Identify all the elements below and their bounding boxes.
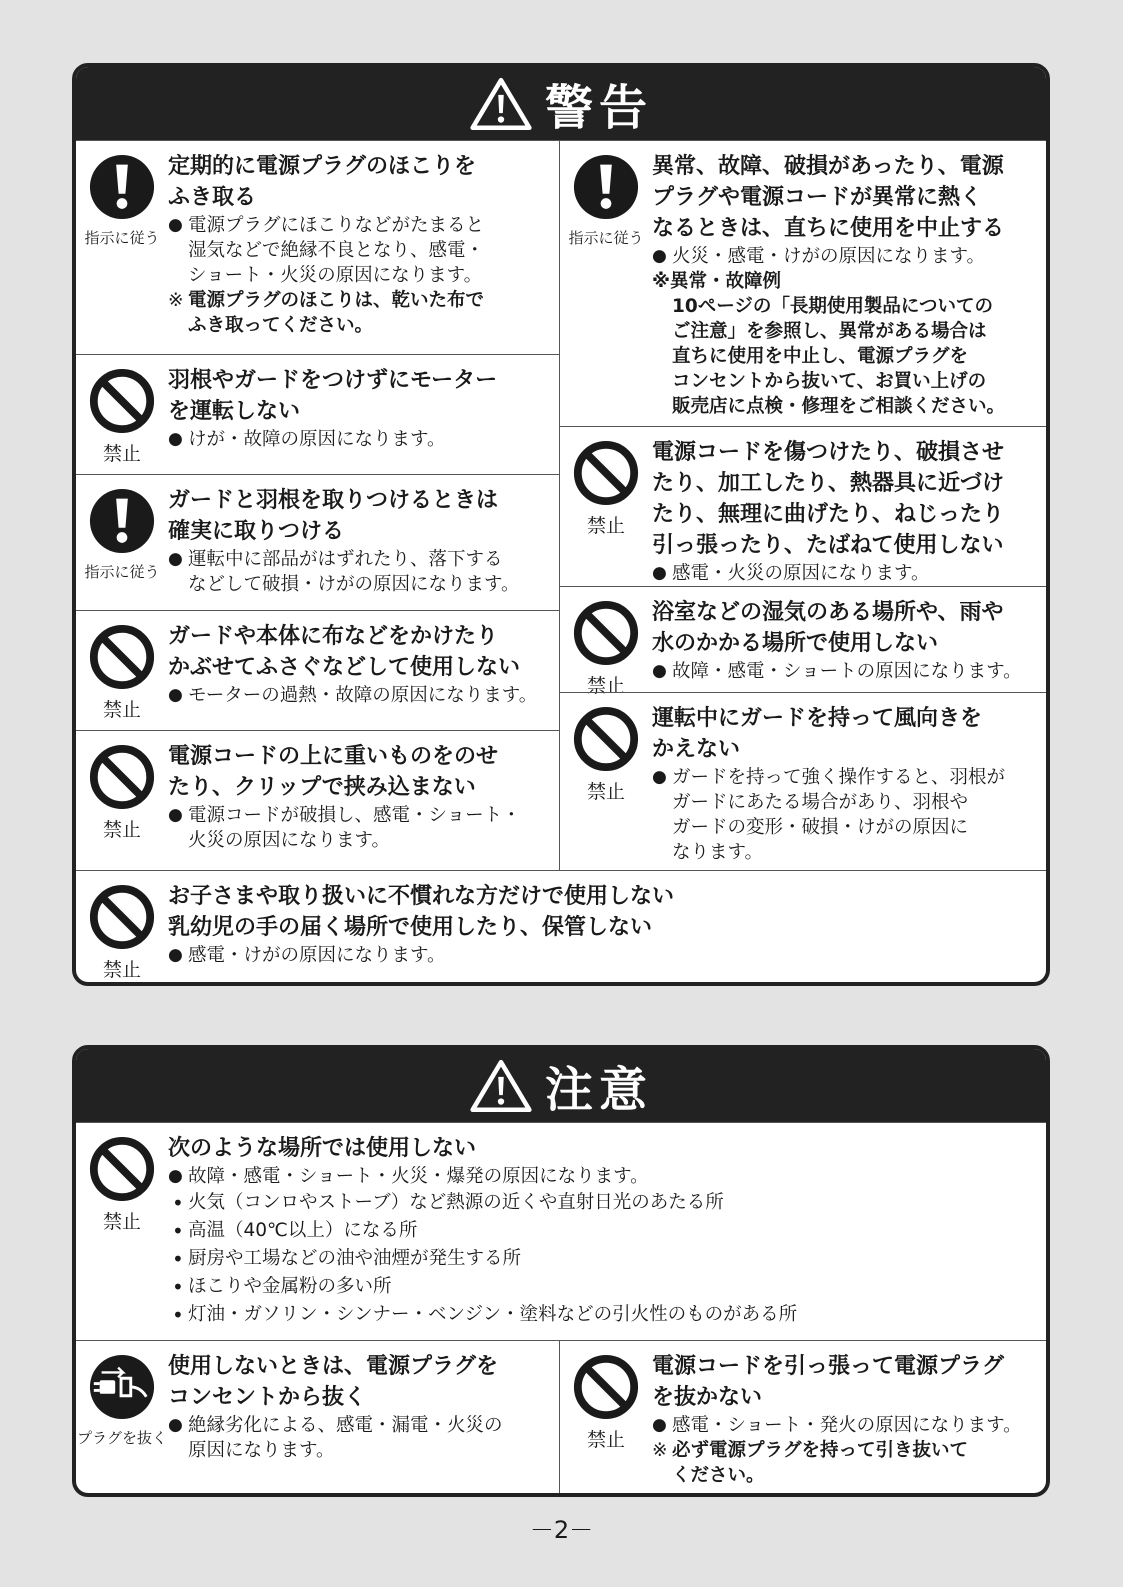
icon-label: 禁止 bbox=[102, 443, 141, 465]
warning-item-9 bbox=[560, 692, 1046, 870]
mandatory-icon bbox=[88, 487, 156, 555]
caution-grid bbox=[76, 1122, 1046, 1497]
item-bullet: ● 故障・感電・ショートの原因になります。 bbox=[652, 659, 1040, 684]
warning-item-8 bbox=[560, 586, 1046, 697]
note-body: 10ページの「長期使用製品についての ご注意」を参照し、異常がある場合は 直ちに使用を中止し、電源プラグを コンセントから抜いて、お買い上げの 販売店に点検・修理をご相談ください。 bbox=[672, 296, 1006, 417]
warning-panel bbox=[72, 63, 1050, 986]
icon-label: 指示に従う bbox=[84, 229, 160, 247]
prohibition-icon bbox=[572, 599, 640, 667]
prohibition-icon bbox=[572, 439, 640, 507]
item-heading: 浴室などの湿気のある場所や、雨や 水のかかる場所で使用しない bbox=[652, 600, 1004, 656]
warning-header bbox=[76, 67, 1046, 140]
item-heading: 定期的に電源プラグのほこりを ふき取る bbox=[168, 154, 477, 210]
warning-item-4 bbox=[76, 610, 560, 730]
icon-label: 禁止 bbox=[102, 1211, 141, 1233]
caution-title: 注意 bbox=[544, 1062, 653, 1118]
prohibition-icon bbox=[88, 883, 156, 951]
warning-grid bbox=[76, 140, 1046, 986]
caution-item-1 bbox=[76, 1122, 1046, 1340]
warning-item-2 bbox=[76, 354, 560, 474]
warning-item-3 bbox=[76, 474, 560, 610]
icon-label: 禁止 bbox=[102, 699, 141, 721]
icon-label: プラグを抜く bbox=[77, 1429, 168, 1447]
icon-label: 禁止 bbox=[586, 1429, 625, 1451]
mandatory-icon bbox=[572, 153, 640, 221]
item-bullet: ● 感電・ショート・発火の原因になります。 bbox=[652, 1413, 1040, 1438]
item-bullet: ● 感電・火災の原因になります。 bbox=[652, 561, 1040, 586]
note-title: ※異常・故障例 bbox=[652, 271, 781, 292]
warning-item-6 bbox=[560, 140, 1046, 426]
icon-label: 禁止 bbox=[586, 515, 625, 537]
icon-label: 禁止 bbox=[102, 819, 141, 841]
item-heading: 次のような場所では使用しない bbox=[168, 1136, 477, 1161]
item-heading: 異常、故障、破損があったり、電源 プラグや電源コードが異常に熱く なるときは、直ちに使用を中止する bbox=[652, 154, 1005, 241]
caution-header bbox=[76, 1049, 1046, 1122]
item-heading: ガードと羽根を取りつけるときは 確実に取りつける bbox=[168, 488, 499, 544]
prohibition-icon bbox=[88, 1135, 156, 1203]
item-note: ※ 電源プラグのほこりは、乾いた布で ふき取ってください。 bbox=[168, 288, 553, 338]
mandatory-icon bbox=[88, 153, 156, 221]
item-bullet: ● けが・故障の原因になります。 bbox=[168, 427, 553, 452]
item-heading: 電源コードを傷つけたり、破損させ たり、加工したり、熱器具に近づけ たり、無理に曲げたり、ねじったり 引っ張ったり、たばねて使用しない bbox=[652, 440, 1005, 558]
item-note: ※ 必ず電源プラグを持って引き抜いて ください。 bbox=[652, 1438, 1040, 1488]
unplug-icon bbox=[88, 1353, 156, 1421]
prohibition-icon bbox=[572, 1353, 640, 1421]
warning-item-10 bbox=[76, 870, 1046, 986]
item-heading: 運転中にガードを持って風向きを かえない bbox=[652, 706, 983, 762]
item-bullet: ● 感電・けがの原因になります。 bbox=[168, 943, 1040, 968]
icon-label: 指示に従う bbox=[84, 563, 160, 581]
warning-item-7 bbox=[560, 426, 1046, 586]
item-bullet: ● 運転中に部品がはずれたり、落下する などして破損・けがの原因になります。 bbox=[168, 547, 553, 597]
alert-triangle-icon bbox=[469, 76, 533, 132]
sub-bullet: • 灯油・ガソリン・シンナー・ベンジン・塗料などの引火性のものがある所 bbox=[168, 1301, 1040, 1329]
page-number: －2－ bbox=[529, 1516, 594, 1544]
item-heading: 使用しないときは、電源プラグを コンセントから抜く bbox=[168, 1354, 499, 1410]
icon-label: 指示に従う bbox=[568, 229, 644, 247]
warning-item-1 bbox=[76, 140, 560, 354]
prohibition-icon bbox=[88, 367, 156, 435]
prohibition-icon bbox=[88, 743, 156, 811]
sub-bullet: • 高温（40℃以上）になる所 bbox=[168, 1217, 1040, 1245]
icon-label: 禁止 bbox=[586, 675, 625, 697]
sub-bullet: • ほこりや金属粉の多い所 bbox=[168, 1273, 1040, 1301]
item-heading: ガードや本体に布などをかけたり かぶせてふさぐなどして使用しない bbox=[168, 624, 521, 680]
icon-label: 禁止 bbox=[586, 781, 625, 803]
sub-bullet: • 厨房や工場などの油や油煙が発生する所 bbox=[168, 1245, 1040, 1273]
item-bullet: ● 電源コードが破損し、感電・ショート・ 火災の原因になります。 bbox=[168, 803, 553, 853]
item-bullet: ● モーターの過熱・故障の原因になります。 bbox=[168, 683, 553, 708]
item-bullet: ● ガードを持って強く操作すると、羽根が ガードにあたる場合があり、羽根や ガードの変形・破損・けがの原因に なります。 bbox=[652, 765, 1040, 865]
warning-title: 警告 bbox=[544, 80, 653, 136]
caution-item-2 bbox=[76, 1340, 560, 1497]
item-bullet: ● 火災・感電・けがの原因になります。 bbox=[652, 244, 1040, 269]
item-heading: 電源コードを引っ張って電源プラグ を抜かない bbox=[652, 1354, 1005, 1410]
prohibition-icon bbox=[88, 623, 156, 691]
warning-item-5 bbox=[76, 730, 560, 870]
caution-panel bbox=[72, 1045, 1050, 1497]
prohibition-icon bbox=[572, 705, 640, 773]
item-bullet: ● 絶縁劣化による、感電・漏電・火災の 原因になります。 bbox=[168, 1413, 553, 1463]
item-heading: 電源コードの上に重いものをのせ たり、クリップで挟み込まない bbox=[168, 744, 499, 800]
sub-bullet: • 火気（コンロやストーブ）など熱源の近くや直射日光のあたる所 bbox=[168, 1189, 1040, 1217]
item-bullet: ● 故障・感電・ショート・火災・爆発の原因になります。 bbox=[168, 1164, 1040, 1189]
icon-label: 禁止 bbox=[102, 959, 141, 981]
item-heading: 羽根やガードをつけずにモーター を運転しない bbox=[168, 368, 498, 424]
item-heading: お子さまや取り扱いに不慣れな方だけで使用しない 乳幼児の手の届く場所で使用したり、保管しない bbox=[168, 884, 675, 940]
caution-item-3 bbox=[560, 1340, 1046, 1497]
item-bullet: ● 電源プラグにほこりなどがたまると 湿気などで絶縁不良となり、感電・ ショート・火災の原因になります。 bbox=[168, 213, 553, 288]
alert-triangle-icon bbox=[469, 1058, 533, 1114]
